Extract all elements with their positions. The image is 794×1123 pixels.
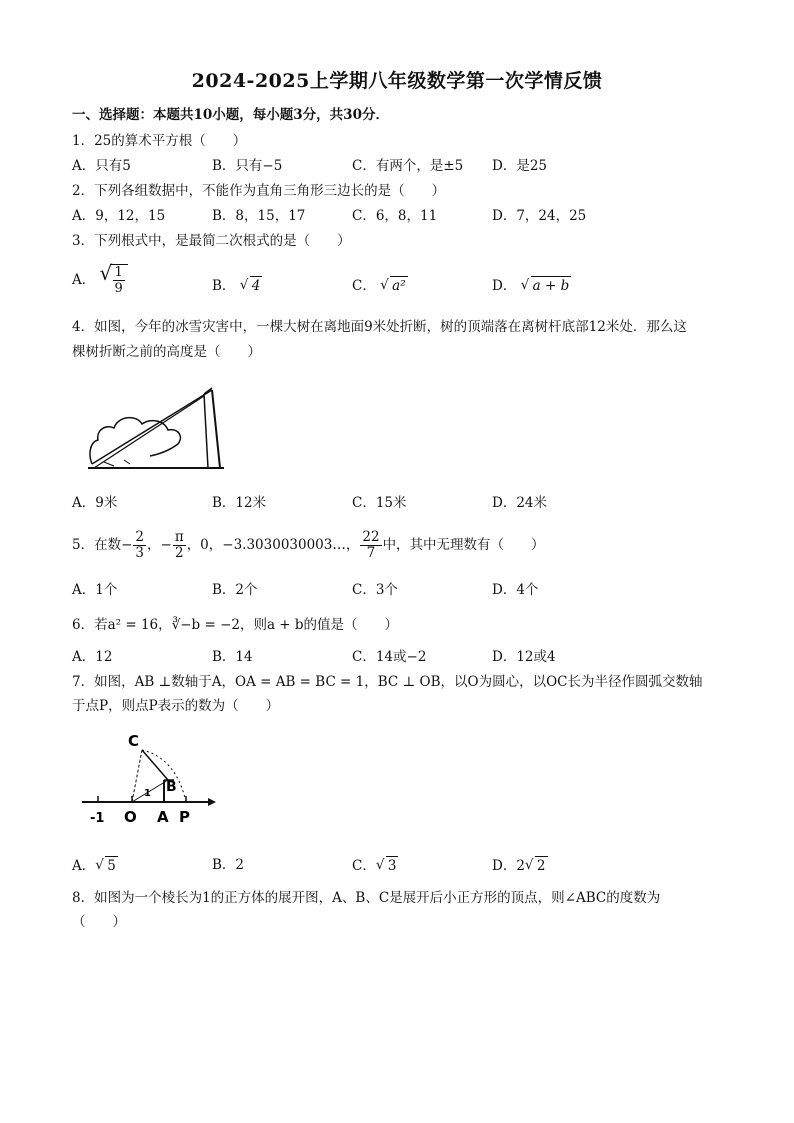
section-heading: 一、选择题：本题共10小题，每小题3分，共30分． <box>72 107 389 123</box>
q2-option-a: A．9，12，15 <box>72 208 166 224</box>
q4-option-a: A．9米 <box>72 495 118 511</box>
q3-option-d-label: D． <box>492 278 517 294</box>
q3-option-b-sqrt: √ 4 <box>239 277 261 294</box>
q5-f3-denominator: 7 <box>366 545 376 561</box>
q3-c-radicand: a² <box>392 278 406 294</box>
q7-option-c-sqrt: √ 3 <box>375 857 397 874</box>
q7-option-b: B．2 <box>212 857 245 873</box>
q5-fraction-two-thirds <box>133 530 146 561</box>
q7-option-d-label: D．2 <box>492 858 525 874</box>
q4-broken-tree-figure <box>84 384 228 474</box>
q5-f3-numerator: 22 <box>362 529 380 545</box>
q7-option-c-label: C． <box>352 858 376 874</box>
q6-option-d: D．12或4 <box>492 649 556 665</box>
q5-f1-numerator: 2 <box>135 529 144 545</box>
question-5-stem <box>72 527 545 563</box>
q3-option-b-label: B． <box>212 278 236 294</box>
q3-option-a <box>72 261 128 296</box>
q5-option-c: C．3个 <box>352 582 398 598</box>
q3-option-d-sqrt: √ a + b <box>520 277 570 294</box>
q5-suffix: 中，其中无理数有（ ） <box>382 537 545 553</box>
q4-option-d: D．24米 <box>492 495 548 511</box>
question-7-stem-line2: 于点P，则点P表示的数为（ ） <box>72 698 280 714</box>
q3-option-c-sqrt: √ a² <box>380 277 406 294</box>
q5-option-b: B．2个 <box>212 582 258 598</box>
q7-a-radicand: 5 <box>107 858 116 874</box>
q3-a-numerator: 1 <box>114 265 123 280</box>
q1-option-d: D．是25 <box>492 158 548 174</box>
q5-option-d: D．4个 <box>492 582 539 598</box>
q5-mid1: ，− <box>147 537 172 553</box>
q7-c-radicand: 3 <box>387 858 397 874</box>
q7-d-radicand: 2 <box>536 858 546 874</box>
q7-label-a: A <box>157 808 169 826</box>
q7-option-a-label: A． <box>72 858 96 874</box>
question-8-stem-line2: （ ） <box>72 914 126 930</box>
q7-label-one: 1 <box>144 788 151 799</box>
q4-option-b: B．12米 <box>212 495 267 511</box>
q3-option-d <box>492 276 571 295</box>
question-1-stem: 1．25的算术平方根（ ） <box>72 133 247 149</box>
q1-option-a: A．只有5 <box>72 158 131 174</box>
q5-prefix: 5．在数− <box>72 537 133 553</box>
q7-option-d-sqrt: √ 2 <box>524 857 546 874</box>
q7-label-o: O <box>124 808 137 826</box>
q7-label-c: C <box>128 732 140 750</box>
q7-label-b: B <box>166 779 177 795</box>
q5-f1-denominator: 3 <box>135 545 144 561</box>
q3-option-a-label: A． <box>72 272 96 288</box>
q6-option-c: C．14或−2 <box>352 649 427 665</box>
q6-option-b: B．14 <box>212 649 253 665</box>
q7-label-neg1: -1 <box>90 811 105 826</box>
q7-option-c <box>352 856 398 875</box>
q3-d-radicand: a + b <box>532 278 570 294</box>
q5-fraction-22-7 <box>360 530 381 561</box>
q4-option-c: C．15米 <box>352 495 407 511</box>
question-8-stem-line1: 8．如图为一个棱长为1的正方体的展开图，A、B、C是展开后小正方形的顶点，则∠ABC的度数为 <box>72 890 661 906</box>
q7-option-a-sqrt: √ 5 <box>95 857 116 874</box>
q6-option-a: A．12 <box>72 649 113 665</box>
question-3-stem: 3．下列根式中，是最简二次根式的是（ ） <box>72 233 351 249</box>
q7-label-p: P <box>179 808 190 826</box>
q3-b-radicand: 4 <box>251 278 261 294</box>
q5-fraction-pi-half <box>173 530 186 561</box>
q1-option-b: B．只有−5 <box>212 158 283 174</box>
q1-option-c: C．有两个，是±5 <box>352 158 464 174</box>
question-4-stem-line2: 棵树折断之前的高度是（ ） <box>72 344 261 360</box>
q2-option-d: D．7，24，25 <box>492 208 587 224</box>
q5-f2-numerator: π <box>174 529 184 545</box>
q3-a-denominator: 9 <box>114 281 123 296</box>
q7-option-a <box>72 856 118 875</box>
q7-number-line-figure <box>80 730 220 830</box>
q5-mid2: ，0，−3.3030030003…， <box>186 537 360 553</box>
q2-option-c: C．6，8，11 <box>352 208 438 224</box>
q3-option-a-sqrt: √ $\frac{1}{9}$ <box>100 264 128 296</box>
q7-option-d <box>492 856 548 875</box>
q3-option-c-label: C． <box>352 278 376 294</box>
question-2-stem: 2．下列各组数据中，不能作为直角三角形三边长的是（ ） <box>72 183 446 199</box>
question-4-stem-line1: 4．如图，今年的冰雪灾害中，一棵大树在离地面9米处折断，树的顶端落在离树杆底部12米处．那么这 <box>72 319 687 335</box>
question-6-stem: 6．若a² = 16，∛−b = −2，则a + b的值是（ ） <box>72 617 399 633</box>
q3-option-b <box>212 276 262 295</box>
q2-option-b: B．8，15，17 <box>212 208 306 224</box>
q5-f2-denominator: 2 <box>174 545 184 561</box>
question-7-stem-line1: 7．如图，AB ⊥数轴于A，OA = AB = BC = 1，BC ⊥ OB，以O为圆心，以OC长为半径作圆弧交数轴 <box>72 674 703 690</box>
q3-option-c <box>352 276 408 295</box>
q5-option-a: A．1个 <box>72 582 118 598</box>
page-title: 2024-2025上学期八年级数学第一次学情反馈 <box>191 70 603 92</box>
